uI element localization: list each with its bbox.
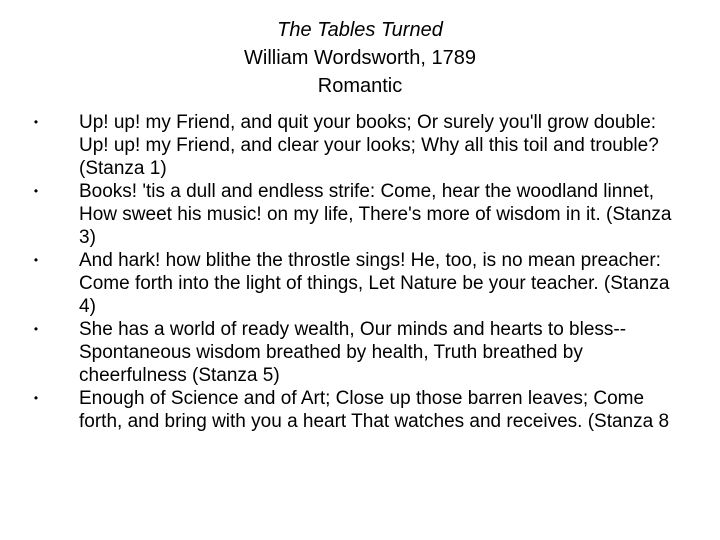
bullet-icon: • — [33, 115, 39, 129]
list-item — [30, 180, 680, 249]
list-item — [30, 318, 680, 387]
list-item — [30, 387, 680, 433]
bullet-icon: • — [33, 184, 39, 198]
literary-period: Romantic — [317, 75, 403, 97]
bullet-text: Up! up! my Friend, and quit your books; Or surely you'll grow double: Up! up! my Friend, and clear your looks; Why all this toil and trouble? (Stanza 1) — [79, 112, 659, 179]
bullet-icon: • — [33, 322, 39, 336]
stanza-bullet-list — [30, 111, 680, 433]
bullet-text: Books! 'tis a dull and endless strife: Come, hear the woodland linnet, How sweet his music! on my life, There's more of wisdom in it. (Stanza 3) — [79, 181, 672, 248]
poem-title: The Tables Turned — [277, 19, 443, 41]
list-item — [30, 249, 680, 318]
bullet-icon: • — [33, 391, 39, 405]
list-item — [30, 111, 680, 180]
bullet-text: And hark! how blithe the throstle sings! He, too, is no mean preacher: Come forth into the light of things, Let Nature be your teacher. (Stanza 4) — [79, 250, 670, 317]
bullet-text: She has a world of ready wealth, Our minds and hearts to bless-- Spontaneous wisdom breathed by health, Truth breathed by cheerfulness (Stanza 5) — [79, 319, 627, 386]
author-and-year: William Wordsworth, 1789 — [244, 47, 476, 69]
bullet-text: Enough of Science and of Art; Close up those barren leaves; Come forth, and bring with you a heart That watches and receives. (Stanza 8 — [79, 388, 670, 432]
slide-title — [0, 16, 720, 100]
bullet-icon: • — [33, 253, 39, 267]
